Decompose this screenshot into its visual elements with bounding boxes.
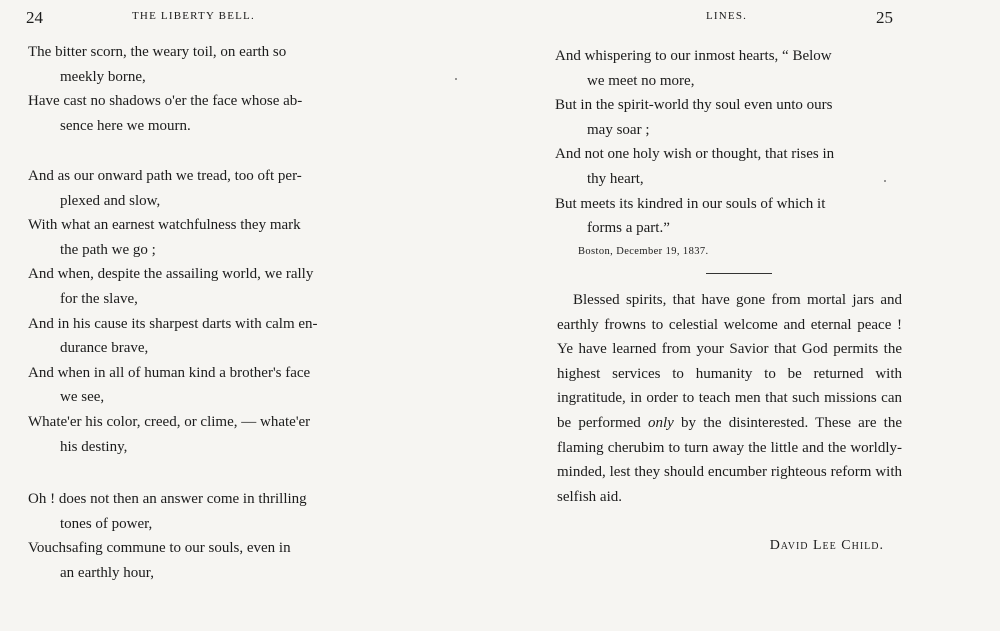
verse-line: With what an earnest watchfulness they mark	[28, 217, 301, 234]
verse-line: sence here we mourn.	[60, 117, 191, 134]
verse-line: the path we go ;	[60, 241, 156, 258]
stanza	[28, 487, 307, 585]
verse-line: durance brave,	[60, 340, 149, 357]
print-speck	[455, 78, 457, 80]
verse-line: for the slave,	[60, 290, 138, 307]
running-head: THE LIBERTY BELL.	[132, 10, 255, 22]
verse-line: may soar ;	[587, 121, 650, 138]
verse-line: tones of power,	[60, 515, 153, 532]
page-number: 25	[876, 8, 893, 27]
verse-line: Whate'er his color, creed, or clime, — whate'er	[28, 413, 311, 430]
verse-line: we meet no more,	[587, 72, 695, 89]
prose-paragraph	[557, 288, 902, 509]
verse-line: And whispering to our inmost hearts, “ Below	[555, 48, 832, 64]
verse-line: plexed and slow,	[60, 192, 161, 209]
verse-line: And when in all of human kind a brother's face	[28, 364, 311, 381]
verse-line: And in his cause its sharpest darts with calm en-	[28, 315, 318, 332]
stanza	[555, 44, 834, 241]
verse-line: But meets its kindred in our souls of which it	[555, 195, 826, 212]
author-signature: David Lee Child.	[769, 538, 884, 553]
verse-line: we see,	[60, 389, 105, 406]
running-head: LINES.	[706, 10, 748, 22]
page-number: 24	[26, 8, 43, 27]
verse-line: Vouchsafing commune to our souls, even in	[28, 540, 291, 557]
verse-line: And when, despite the assailing world, we rally	[28, 266, 314, 283]
verse-line: And not one holy wish or thought, that rises in	[555, 146, 835, 163]
verse-line: And as our onward path we tread, too oft per-	[28, 168, 302, 184]
emphasis-word: only	[648, 414, 674, 431]
section-divider	[706, 273, 772, 274]
verse-line: forms a part.”	[587, 220, 670, 237]
verse-line: thy heart,	[587, 170, 644, 187]
prose-text	[557, 288, 902, 509]
prose-before: Blessed spirits, that have gone from mortal jars and earthly frowns to celestial welcome and eternal peace ! Ye have learned from your Savior that God permits the highest services to humanity to be returned with ingratitude, in order to teach men that such missions can be performed	[557, 292, 902, 431]
verse-line: Have cast no shadows o'er the face whose ab-	[28, 93, 303, 110]
stanza	[28, 164, 318, 459]
verse-line: his destiny,	[60, 438, 128, 455]
verse-line: an earthly hour,	[60, 564, 154, 581]
verse-line: Oh ! does not then an answer come in thrilling	[28, 491, 307, 507]
print-speck	[884, 180, 886, 182]
verse-line: But in the spirit-world thy soul even unto ours	[555, 97, 833, 114]
stanza	[28, 40, 302, 138]
dateline: Boston, December 19, 1837.	[578, 246, 709, 257]
right-page	[500, 0, 1000, 631]
verse-line: The bitter scorn, the weary toil, on earth so	[28, 44, 287, 60]
verse-line: meekly borne,	[60, 68, 146, 85]
prose-after: by the disinterested. These are the flaming cherubim to turn away the little and the worldly-minded, lest they should encumber righteous reform with selfish aid.	[557, 414, 902, 505]
